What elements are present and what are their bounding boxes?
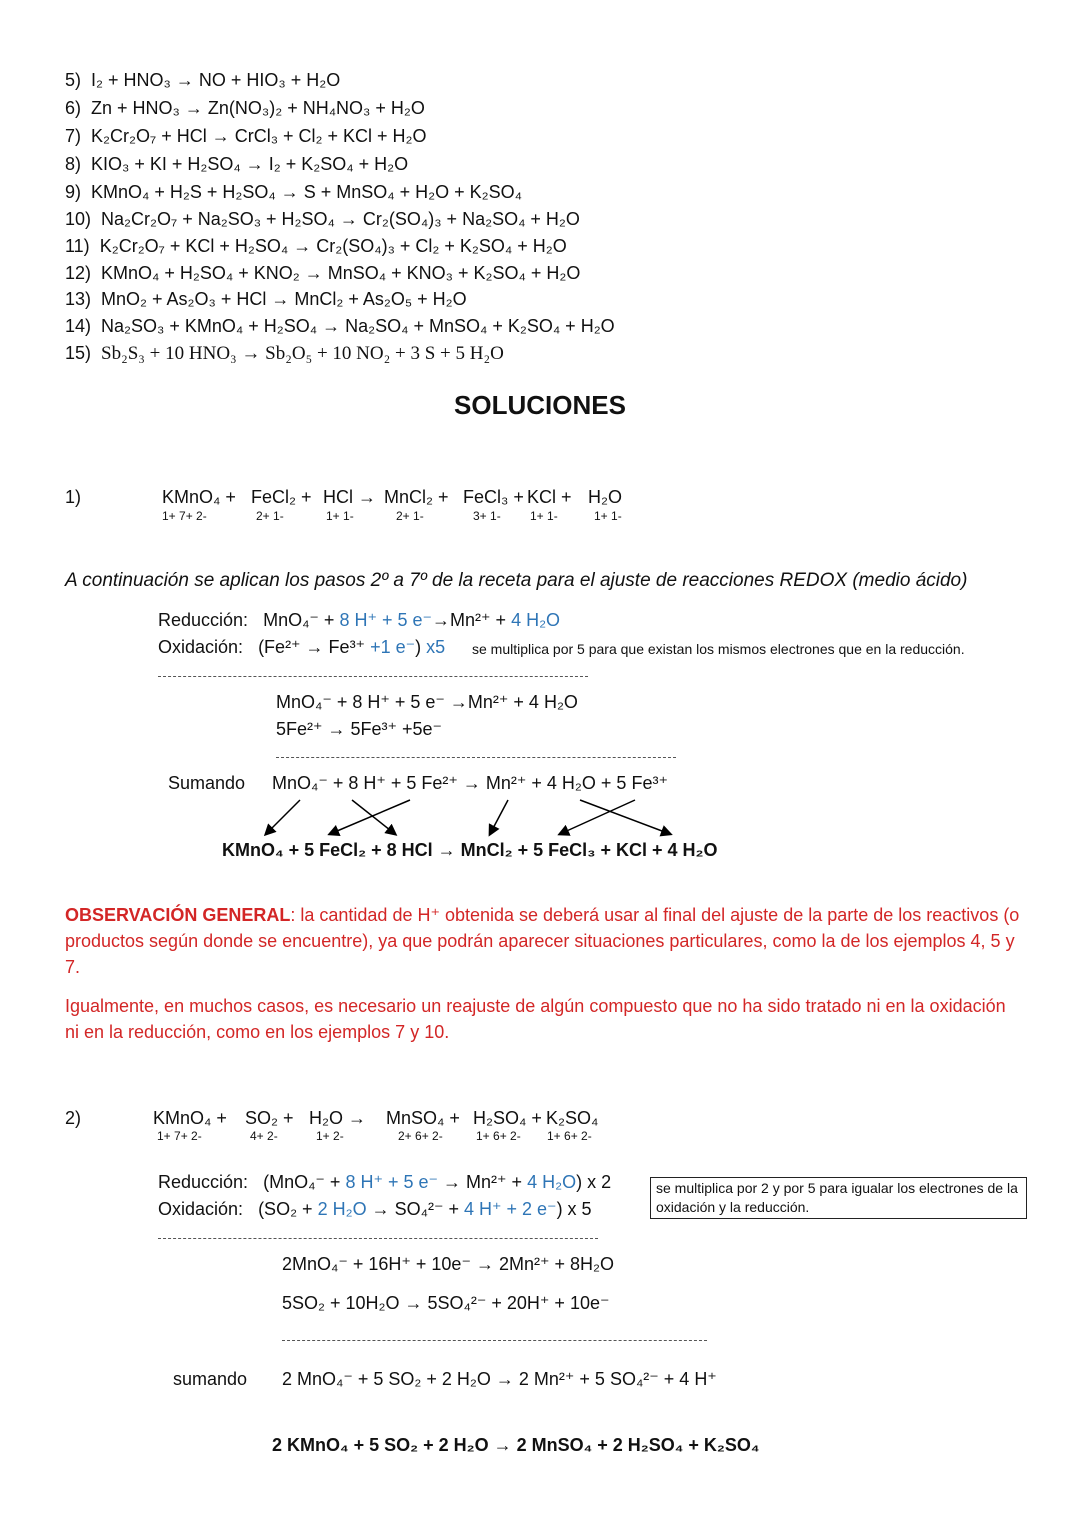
separator [282,1340,707,1341]
sol1-oxidation-number: 3+ 1- [473,509,501,523]
sol1-oxidation-number: 1+ 1- [594,509,622,523]
page-title: SOLUCIONES [454,390,626,420]
exercise-10: 10) Na₂Cr₂O₇ + Na₂SO₃ + H₂SO₄ → Cr₂(SO₄)₃ + Na₂SO₄ + H₂O [65,209,580,229]
sol1-intro: A continuación se aplican los pasos 2º a 7º de la receta para el ajuste de reacciones REDOX (medio ácido) [65,570,968,591]
separator [276,757,676,758]
sol1-reduction: Reducción: MnO₄⁻ + 8 H⁺ + 5 e⁻→Mn²⁺ + 4 H₂O [158,610,561,630]
sol2-oxidation-number: 1+ 2- [316,1129,344,1143]
sol2-term: H₂O → [309,1108,366,1128]
sol2-half-line-2: 5SO₂ + 10H₂O → 5SO₄²⁻ + 20H⁺ + 10e⁻ [282,1293,610,1313]
sol1-term: MnCl₂ + [384,487,449,507]
sol1-oxidation-note: se multiplica por 5 para que existan los mismos electrones que en la reducción. [472,641,965,657]
sol2-note-box: se multiplica por 2 y por 5 para igualar los electrones de la oxidación y la reducción. [650,1177,1027,1219]
separator [158,676,588,677]
sol2-term: MnSO₄ + [386,1108,460,1128]
sol2-oxidation-number: 1+ 6+ 2- [547,1129,592,1143]
sol1-half-line-2: 5Fe²⁺ → 5Fe³⁺ +5e⁻ [276,719,443,739]
sol1-term: FeCl₂ + [251,487,312,507]
sol1-half-line-1: MnO₄⁻ + 8 H⁺ + 5 e⁻ →Mn²⁺ + 4 H₂O [276,692,578,712]
solution-1-number: 1) [65,487,82,507]
sol1-term: HCl → [323,487,376,507]
exercise-14: 14) Na₂SO₃ + KMnO₄ + H₂SO₄ → Na₂SO₄ + MnSO₄ + K₂SO₄ + H₂O [65,316,615,336]
sol2-term: H₂SO₄ + [473,1108,542,1128]
sol1-oxidation: Oxidación: (Fe²⁺ → Fe³⁺ +1 e⁻) x5 [158,637,446,657]
sol1-final-equation: KMnO₄ + 5 FeCl₂ + 8 HCl → MnCl₂ + 5 FeCl₃ + KCl + 4 H₂O [222,840,718,860]
sol1-term: KMnO₄ + [162,487,236,507]
exercise-7: 7) K₂Cr₂O₇ + HCl → CrCl₃ + Cl₂ + KCl + H₂O [65,126,427,146]
sol2-oxidation-number: 2+ 6+ 2- [398,1129,443,1143]
sol2-oxidation-number: 4+ 2- [250,1129,278,1143]
sol1-oxidation-number: 1+ 1- [530,509,558,523]
sol1-oxidation-number: 1+ 7+ 2- [162,509,207,523]
sol1-term: FeCl₃ + [463,487,524,507]
exercise-5: 5) I₂ + HNO₃ → NO + HIO₃ + H₂O [65,70,341,90]
sol1-term: H₂O [588,487,622,507]
sol1-mapping-arrows [240,796,700,842]
sol2-final-equation: 2 KMnO₄ + 5 SO₂ + 2 H₂O → 2 MnSO₄ + 2 H₂SO₄ + K₂SO₄ [272,1435,760,1455]
sol2-oxidation-number: 1+ 6+ 2- [476,1129,521,1143]
sol1-term: KCl + [527,487,572,507]
sol2-term: SO₂ + [245,1108,294,1128]
exercise-9: 9) KMnO₄ + H₂S + H₂SO₄ → S + MnSO₄ + H₂O + K₂SO₄ [65,182,522,202]
sol1-oxidation-number: 2+ 1- [256,509,284,523]
exercise-6: 6) Zn + HNO₃ → Zn(NO₃)₂ + NH₄NO₃ + H₂O [65,98,425,118]
sol2-sum-label: sumando [173,1369,248,1389]
sol2-half-line-1: 2MnO₄⁻ + 16H⁺ + 10e⁻ → 2Mn²⁺ + 8H₂O [282,1254,614,1274]
sol1-oxidation-number: 1+ 1- [326,509,354,523]
solution-2-number: 2) [65,1108,82,1128]
sol2-oxidation-number: 1+ 7+ 2- [157,1129,202,1143]
sol1-oxidation-number: 2+ 1- [396,509,424,523]
sol2-oxidation: Oxidación: (SO₂ + 2 H₂O → SO₄²⁻ + 4 H⁺ + 2 e⁻) x 5 [158,1199,592,1219]
exercise-13: 13) MnO₂ + As₂O₃ + HCl → MnCl₂ + As₂O₅ + H₂O [65,289,467,309]
exercise-12: 12) KMnO₄ + H₂SO₄ + KNO₂ → MnSO₄ + KNO₃ + K₂SO₄ + H₂O [65,263,581,283]
exercise-8: 8) KIO₃ + KI + H₂SO₄ → I₂ + K₂SO₄ + H₂O [65,154,409,174]
sol2-reduction: Reducción: (MnO₄⁻ + 8 H⁺ + 5 e⁻ → Mn²⁺ + 4 H₂O) x 2 [158,1172,612,1192]
sol1-sum-label: Sumando [168,773,246,793]
observation-paragraph: OBSERVACIÓN GENERAL: la cantidad de H⁺ obtenida se deberá usar al final del ajuste de la parte de los reactivos (o productos según donde se encuentre), ya que podrán aparecer situaciones particulares, como la de los ejemplos 4, 5 y 7. [65,905,1020,977]
observation-paragraph-2: Igualmente, en muchos casos, es necesario un reajuste de algún compuesto que no ha sido tratado ni en la oxidación ni en la reducción, como en los ejemplos 7 y 10. [65,996,1006,1042]
sol1-sum-equation: MnO₄⁻ + 8 H⁺ + 5 Fe²⁺ → Mn²⁺ + 4 H₂O + 5 Fe³⁺ [272,773,668,793]
sol2-term: KMnO₄ + [153,1108,227,1128]
sol2-term: K₂SO₄ [546,1108,599,1128]
sol2-sum-equation: 2 MnO₄⁻ + 5 SO₂ + 2 H₂O → 2 Mn²⁺ + 5 SO₄²⁻ + 4 H⁺ [282,1369,717,1389]
exercise-15: 15) Sb₂S₃ + 10 HNO₃ → Sb₂O₅ + 10 NO₂ + 3 S + 5 H₂O [65,343,504,364]
separator [158,1238,598,1239]
exercise-11: 11) K₂Cr₂O₇ + KCl + H₂SO₄ → Cr₂(SO₄)₃ + Cl₂ + K₂SO₄ + H₂O [65,236,567,256]
